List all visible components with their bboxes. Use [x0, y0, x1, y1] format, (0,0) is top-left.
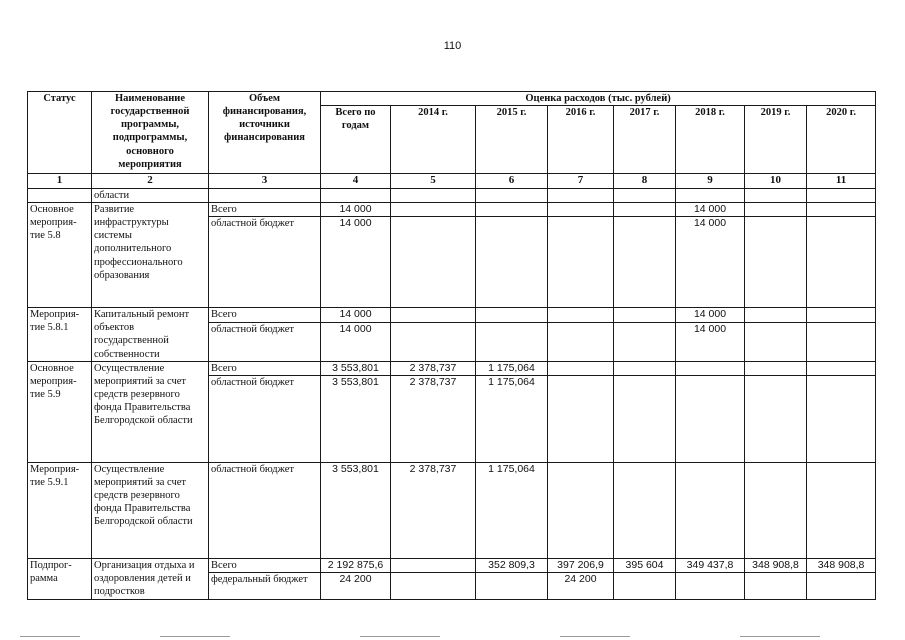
table-row [28, 361, 876, 375]
scan-mark [360, 636, 440, 637]
cell-2014: 2 378,737 [391, 375, 476, 462]
row-source: областной бюджет [209, 217, 321, 308]
row-name: Организация отдыха и оздоровления детей и подростков [92, 558, 209, 599]
page-number: 110 [443, 40, 462, 52]
cell-2018: 14 000 [676, 203, 745, 217]
col-year-header: 2019 г. [745, 106, 807, 174]
col-year-header: 2014 г. [391, 106, 476, 174]
table-row [28, 462, 876, 558]
row-name: Осуществление мероприятий за счет средств резервного фонда Правительства Белгородской области [92, 462, 209, 558]
col-number: 10 [745, 174, 807, 189]
cell-total: 14 000 [321, 322, 391, 361]
table-row [28, 308, 876, 322]
row-status: Основное мероприя-тие 5.8 [28, 203, 92, 308]
cell-total: 3 553,801 [321, 361, 391, 375]
col-number: 6 [476, 174, 548, 189]
cell-2018: 14 000 [676, 322, 745, 361]
col-number: 3 [209, 174, 321, 189]
header-row [28, 92, 876, 106]
col-total-header: Всего по годам [321, 106, 391, 174]
row-name: области [92, 188, 209, 202]
scan-mark [20, 636, 80, 637]
expenses-table [27, 91, 876, 600]
cell-2017: 395 604 [614, 558, 676, 572]
cell-2016: 397 206,9 [548, 558, 614, 572]
cell-total: 14 000 [321, 217, 391, 308]
row-name: Развитие инфраструктуры системы дополнительного профессионального образования [92, 203, 209, 308]
col-name-header: Наименование государственной программы, подпрограммы, основного мероприятия [92, 92, 209, 174]
row-status: Мероприя-тие 5.9.1 [28, 462, 92, 558]
cell-2018: 14 000 [676, 217, 745, 308]
col-year-header: 2020 г. [807, 106, 876, 174]
table-row [28, 203, 876, 217]
col-number: 7 [548, 174, 614, 189]
row-status: Мероприя-тие 5.8.1 [28, 308, 92, 362]
cell-2018: 14 000 [676, 308, 745, 322]
table-row [28, 558, 876, 572]
row-source: Всего [209, 361, 321, 375]
col-number: 4 [321, 174, 391, 189]
col-number: 11 [807, 174, 876, 189]
cell-total: 14 000 [321, 308, 391, 322]
cell-2015: 352 809,3 [476, 558, 548, 572]
cell-total: 2 192 875,6 [321, 558, 391, 572]
scan-mark [560, 636, 630, 637]
cell-total: 3 553,801 [321, 462, 391, 558]
row-status: Основное мероприя-тие 5.9 [28, 361, 92, 462]
col-status-header: Статус [28, 92, 92, 174]
col-year-header: 2018 г. [676, 106, 745, 174]
scan-mark [740, 636, 820, 637]
row-name: Осуществление мероприятий за счет средств резервного фонда Правительства Белгородской области [92, 361, 209, 462]
row-source: областной бюджет [209, 375, 321, 462]
cell-2015: 1 175,064 [476, 361, 548, 375]
row-source: федеральный бюджет [209, 572, 321, 599]
row-source: областной бюджет [209, 322, 321, 361]
col-number: 8 [614, 174, 676, 189]
cell-2014: 2 378,737 [391, 361, 476, 375]
cell-2015: 1 175,064 [476, 462, 548, 558]
scan-edge-marks [0, 632, 905, 640]
row-source: Всего [209, 558, 321, 572]
col-number: 9 [676, 174, 745, 189]
row-source: Всего [209, 308, 321, 322]
table-row [28, 188, 876, 202]
column-number-row [28, 174, 876, 189]
cell-total: 3 553,801 [321, 375, 391, 462]
cell-total: 14 000 [321, 203, 391, 217]
col-year-header: 2017 г. [614, 106, 676, 174]
col-number: 2 [92, 174, 209, 189]
scan-mark [160, 636, 230, 637]
col-year-header: 2016 г. [548, 106, 614, 174]
estimate-header: Оценка расходов (тыс. рублей) [321, 92, 876, 106]
cell-2019: 348 908,8 [745, 558, 807, 572]
cell-2016: 24 200 [548, 572, 614, 599]
row-source: областной бюджет [209, 462, 321, 558]
col-number: 1 [28, 174, 92, 189]
row-name: Капитальный ремонт объектов государственной собственности [92, 308, 209, 362]
cell-2018: 349 437,8 [676, 558, 745, 572]
cell-2015: 1 175,064 [476, 375, 548, 462]
row-source: Всего [209, 203, 321, 217]
cell-total: 24 200 [321, 572, 391, 599]
col-year-header: 2015 г. [476, 106, 548, 174]
cell-2020: 348 908,8 [807, 558, 876, 572]
row-status: Подпрог-рамма [28, 558, 92, 599]
cell-2014: 2 378,737 [391, 462, 476, 558]
col-volume-header: Объем финансирования, источники финансирования [209, 92, 321, 174]
col-number: 5 [391, 174, 476, 189]
